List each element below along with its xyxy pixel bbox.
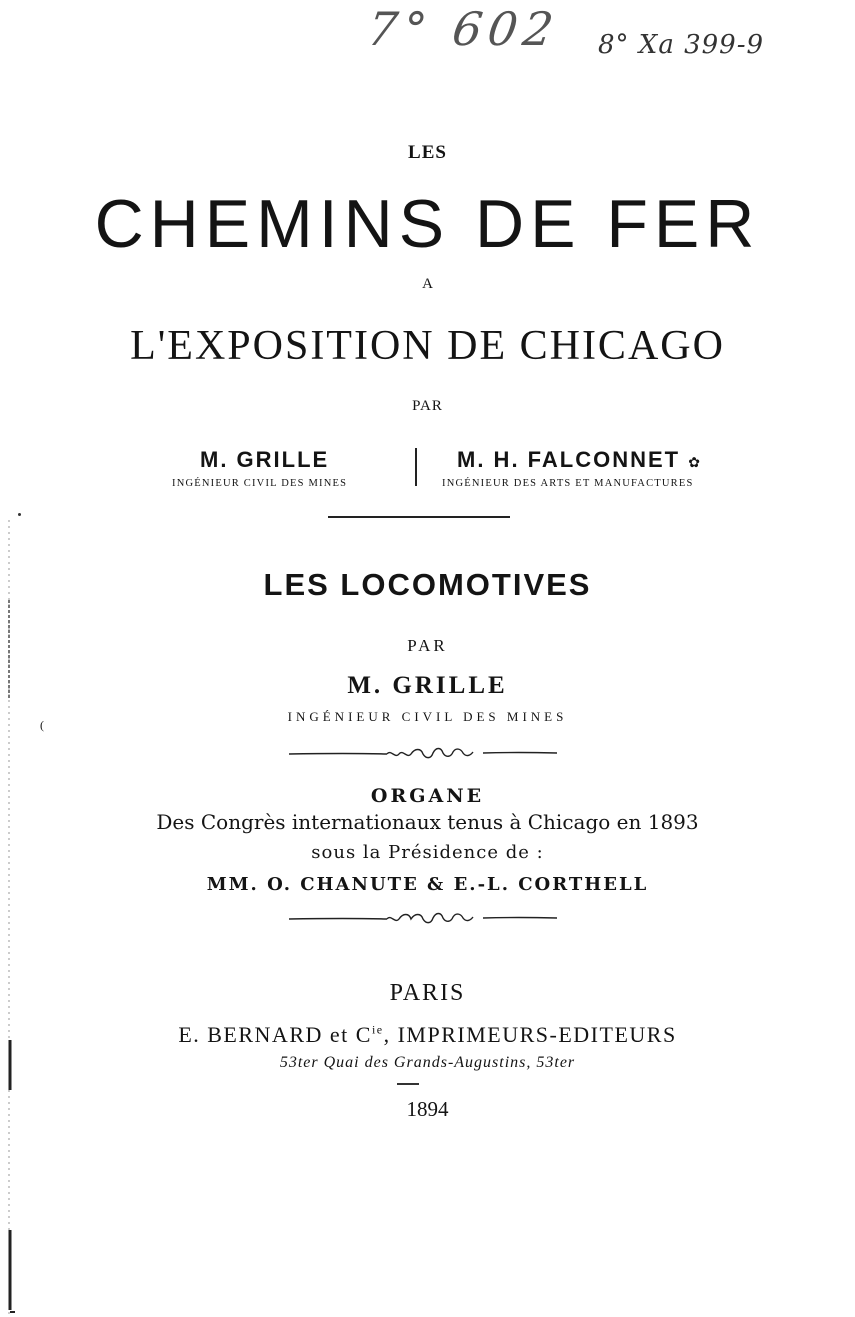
imprint-address: 53ter Quai des Grands-Augustins, 53ter: [279, 1054, 576, 1071]
main-title: CHEMINS DE FER: [94, 186, 761, 262]
subtitle-author: M. GRILLE: [347, 672, 508, 699]
margin-speck: [18, 513, 21, 516]
year-rule: [397, 1083, 419, 1085]
margin-mark: (: [40, 718, 44, 732]
imprint-city: PARIS: [389, 980, 466, 1006]
author-falconnet-affiliation: INGÉNIEUR DES ARTS ET MANUFACTURES: [442, 478, 694, 489]
pre-title: LES: [408, 142, 447, 163]
handwritten-shelfmark: 7° 602: [364, 2, 563, 56]
title-continued: L'EXPOSITION DE CHICAGO: [130, 323, 725, 369]
ornament-divider-icon: [287, 745, 559, 761]
organ-line-2: sous la Présidence de :: [311, 842, 544, 863]
subtitle: LES LOCOMOTIVES: [263, 567, 592, 602]
publisher-name: E. BERNARD et C: [178, 1022, 372, 1047]
ornament-divider-icon: [287, 910, 559, 926]
title-connector: A: [422, 276, 433, 292]
organ-label: ORGANE: [370, 785, 485, 807]
subtitle-by-label: PAR: [407, 636, 448, 655]
author-falconnet: [457, 447, 702, 473]
publisher-role: , IMPRIMEURS-EDITEURS: [383, 1022, 677, 1047]
imprint-year: 1894: [406, 1097, 449, 1121]
author-grille-affiliation: INGÉNIEUR CIVIL DES MINES: [172, 478, 348, 489]
organ-line-1: Des Congrès internationaux tenus à Chicago en 1893: [156, 810, 699, 834]
publisher-superscript: ie: [371, 1022, 384, 1037]
section-rule: [328, 516, 510, 518]
subtitle-author-affiliation: INGÉNIEUR CIVIL DES MINES: [287, 709, 568, 724]
author-grille: M. GRILLE: [200, 447, 330, 472]
handwritten-shelfmark-alternate: 8° Xa 399-9: [598, 30, 765, 60]
imprint-publisher: [0, 1022, 855, 1048]
author-falconnet-name: M. H. FALCONNET: [457, 447, 681, 472]
by-label: PAR: [412, 398, 443, 414]
decoration-icon: ✿: [688, 454, 702, 470]
organ-presidents: MM. O. CHANUTE & E.-L. CORTHELL: [206, 874, 649, 895]
author-divider: [415, 448, 417, 486]
